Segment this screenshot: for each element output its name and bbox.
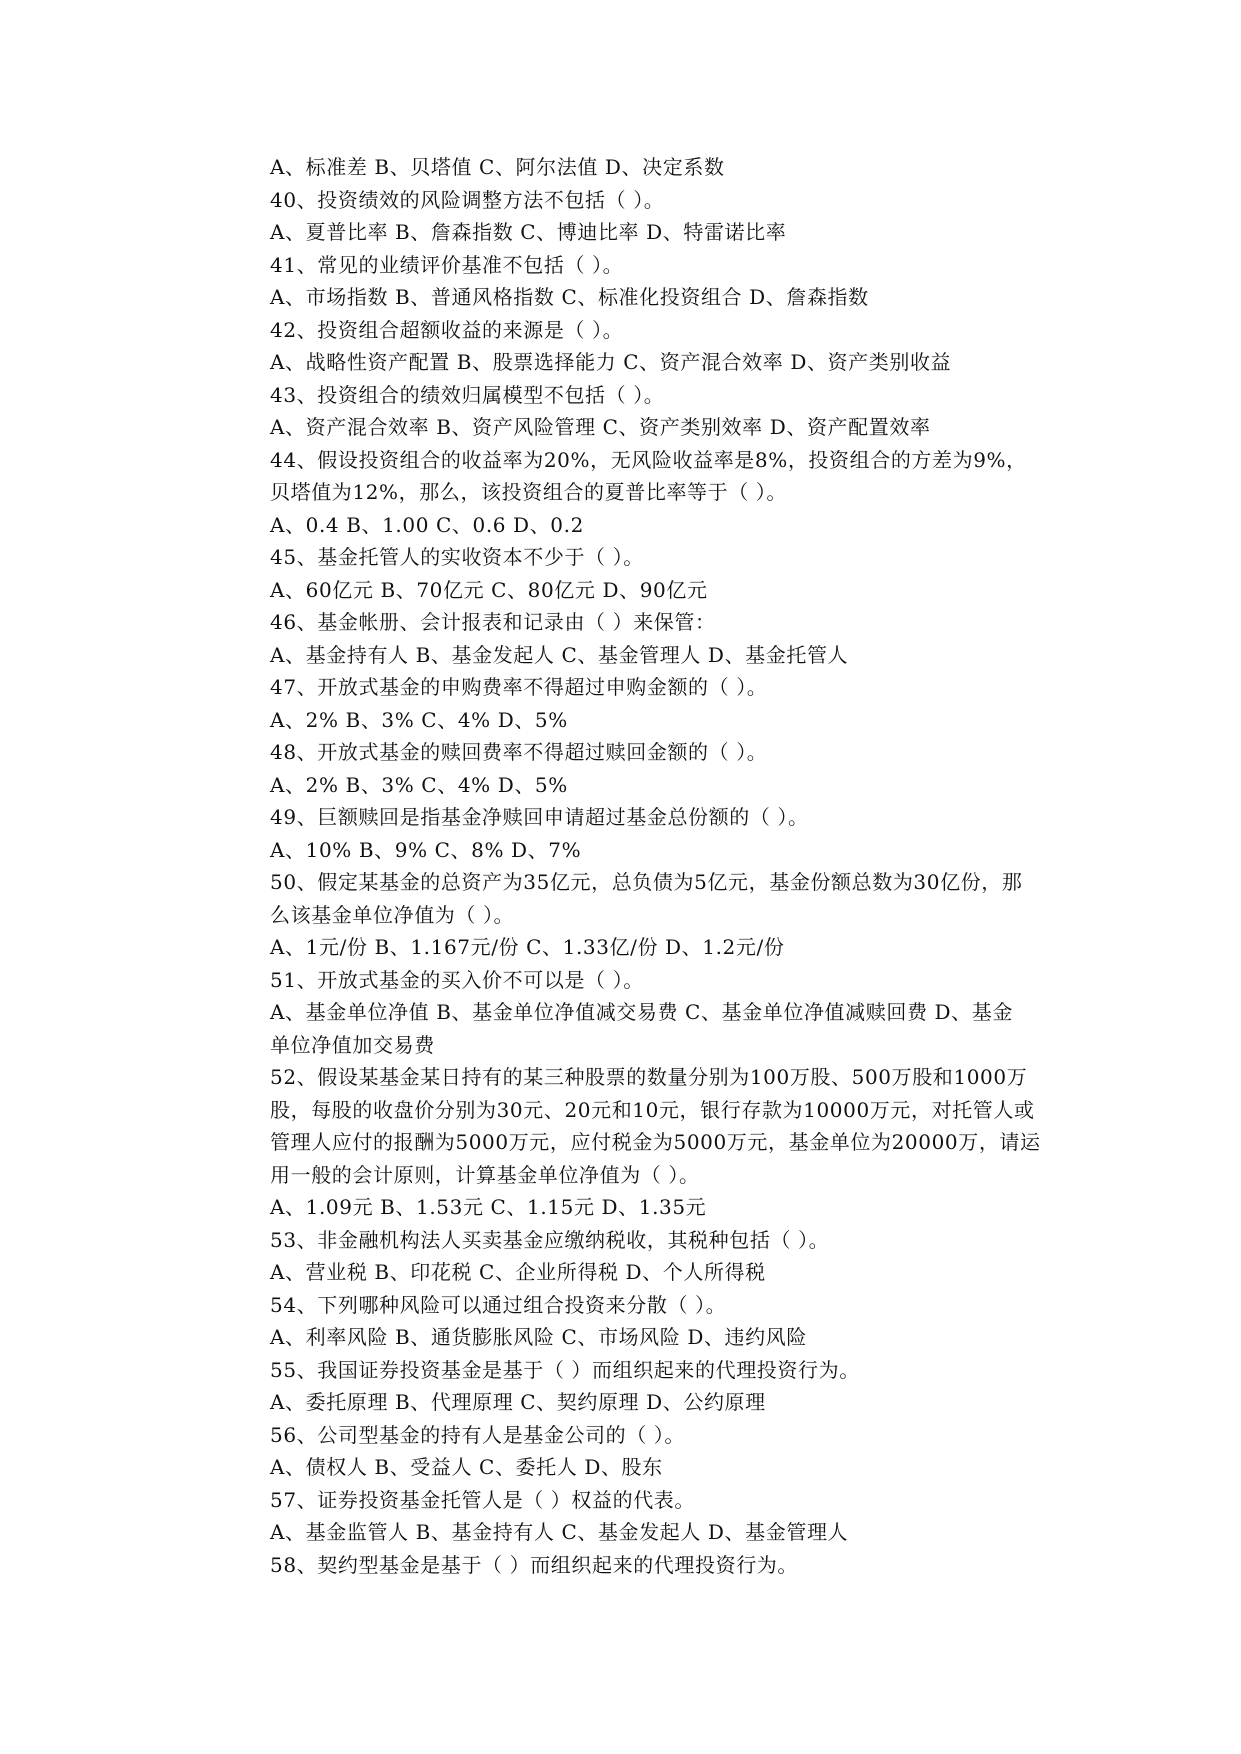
question-line: 贝塔值为12%，那么，该投资组合的夏普比率等于（ ）。 (270, 480, 788, 504)
option-line: A、基金单位净值 B、基金单位净值减交易费 C、基金单位净值减赎回费 D、基金 (270, 1000, 1013, 1024)
option-line: 单位净值加交易费 (270, 1032, 435, 1057)
question-line: 56、公司型基金的持有人是基金公司的（ ）。 (270, 1422, 686, 1447)
option-line: A、2% B、3% C、4% D、5% (270, 772, 568, 797)
option-line: A、营业税 B、印花税 C、企业所得税 D、个人所得税 (270, 1260, 766, 1284)
option-line: A、60亿元 B、70亿元 C、80亿元 D、90亿元 (270, 577, 708, 602)
question-line: 49、巨额赎回是指基金净赎回申请超过基金总份额的（ ）。 (270, 805, 809, 829)
question-line: 51、开放式基金的买入价不可以是（ ）。 (270, 967, 644, 992)
question-line: 股，每股的收盘价分别为30元、20元和10元，银行存款为10000万元，对托管人或 (270, 1097, 1035, 1122)
option-line: A、夏普比率 B、詹森指数 C、博迪比率 D、特雷诺比率 (270, 220, 787, 244)
question-line: 43、投资组合的绩效归属模型不包括（ ）。 (270, 382, 665, 407)
document-body (270, 151, 1045, 1581)
question-line: 48、开放式基金的赎回费率不得超过赎回金额的（ ）。 (270, 740, 768, 764)
question-line: 44、假设投资组合的收益率为20%，无风险收益率是8%，投资组合的方差为9%， (270, 447, 1027, 472)
question-line: 58、契约型基金是基于（ ）而组织起来的代理投资行为。 (270, 1552, 799, 1577)
question-line: 57、证券投资基金托管人是（ ）权益的代表。 (270, 1487, 696, 1512)
question-line: 40、投资绩效的风险调整方法不包括（ ）。 (270, 187, 665, 212)
question-line: 45、基金托管人的实收资本不少于（ ）。 (270, 545, 644, 569)
option-line: A、10% B、9% C、8% D、7% (270, 837, 582, 862)
option-line: A、基金持有人 B、基金发起人 C、基金管理人 D、基金托管人 (270, 642, 849, 667)
question-line: 47、开放式基金的申购费率不得超过申购金额的（ ）。 (270, 675, 768, 699)
question-line: 么该基金单位净值为（ ）。 (270, 902, 515, 927)
option-line: A、利率风险 B、通货膨胀风险 C、市场风险 D、违约风险 (270, 1325, 807, 1349)
question-line: 42、投资组合超额收益的来源是（ ）。 (270, 317, 624, 342)
option-line: A、委托原理 B、代理原理 C、契约原理 D、公约原理 (270, 1390, 766, 1414)
question-line: 53、非金融机构法人买卖基金应缴纳税收，其税种包括（ ）。 (270, 1227, 830, 1252)
option-line: A、1元/份 B、1.167元/份 C、1.33亿/份 D、1.2元/份 (270, 935, 785, 959)
question-line: 50、假定某基金的总资产为35亿元，总负债为5亿元，基金份额总数为30亿份，那 (270, 870, 1023, 894)
option-line: A、基金监管人 B、基金持有人 C、基金发起人 D、基金管理人 (270, 1520, 849, 1544)
option-line: A、0.4 B、1.00 C、0.6 D、0.2 (270, 512, 584, 537)
question-line: 46、基金帐册、会计报表和记录由（ ）来保管： (270, 610, 716, 634)
question-line: 52、假设某基金某日持有的某三种股票的数量分别为100万股、500万股和1000万 (270, 1065, 1028, 1089)
question-line: 54、下列哪种风险可以通过组合投资来分散（ ）。 (270, 1292, 727, 1317)
option-line: A、资产混合效率 B、资产风险管理 C、资产类别效率 D、资产配置效率 (270, 415, 931, 439)
question-line: 管理人应付的报酬为5000万元，应付税金为5000万元，基金单位为20000万，请运 (270, 1130, 1041, 1154)
question-line: 41、常见的业绩评价基准不包括（ ）。 (270, 252, 624, 277)
question-line: 用一般的会计原则，计算基金单位净值为（ ）。 (270, 1162, 700, 1187)
option-line: A、战略性资产配置 B、股票选择能力 C、资产混合效率 D、资产类别收益 (270, 350, 952, 374)
option-line: A、债权人 B、受益人 C、委托人 D、股东 (270, 1455, 663, 1479)
option-line: A、1.09元 B、1.53元 C、1.15元 D、1.35元 (270, 1195, 707, 1219)
option-line: A、2% B、3% C、4% D、5% (270, 707, 568, 732)
option-line: A、市场指数 B、普通风格指数 C、标准化投资组合 D、詹森指数 (270, 285, 869, 309)
question-line: 55、我国证券投资基金是基于（ ）而组织起来的代理投资行为。 (270, 1357, 860, 1382)
option-line: A、标准差 B、贝塔值 C、阿尔法值 D、决定系数 (270, 155, 725, 179)
